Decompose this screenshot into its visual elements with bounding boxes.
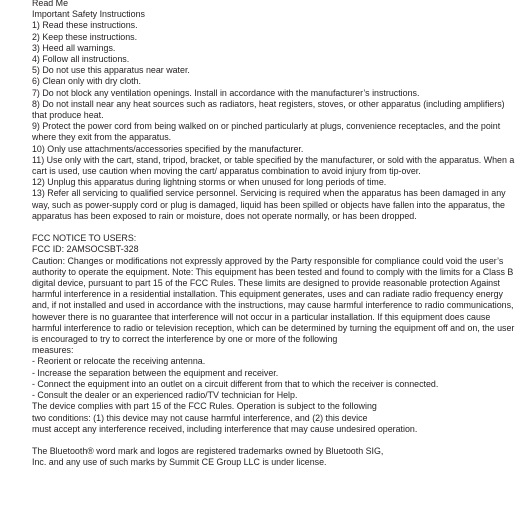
safety-item: 8) Do not install near any heat sources such as radiators, heat registers, stoves, or other apparatus (including amplifiers) that produce heat. xyxy=(32,98,505,121)
read-me-heading: Read Me xyxy=(32,0,69,8)
safety-item: 10) Only use attachments/accessories specified by the manufacturer. xyxy=(32,143,304,154)
safety-item: 12) Unplug this apparatus during lightning storms or when unused for long periods of time. xyxy=(32,177,387,188)
fcc-title: FCC NOTICE TO USERS: xyxy=(32,233,137,244)
safety-item: 11) Use only with the cart, stand, tripod, bracket, or table specified by the manufacturer, or sold with the apparatus. When a cart is used, use caution when moving the cart/ apparatus combination to avoid injury from tip-over. xyxy=(32,154,515,177)
manual-text xyxy=(32,0,520,469)
measure-item: - Reorient or relocate the receiving antenna. xyxy=(32,356,206,367)
spacer xyxy=(32,222,520,233)
safety-item: 6) Clean only with dry cloth. xyxy=(32,76,142,87)
compliance-line: The device complies with part 15 of the FCC Rules. Operation is subject to the following xyxy=(32,401,377,412)
compliance-line: must accept any interference received, including interference that may cause undesired operation. xyxy=(32,423,418,434)
fcc-caution-paragraph: Caution: Changes or modifications not expressly approved by the Party responsible for compliance could void the user’s authority to operate the equipment. Note: This equipment has been tested and found to comply with the limits for a Class B digital device, pursuant to part 15 of the FCC Rules. These limits are designed to provide reasonable protection Against harmful interference in a residential installation. This equipment generates, uses and can radiate radio frequency energy and, if not installed and used in accordance with the instructions, may cause harmful interference to radio communications, however there is no guarantee that interference will not occur in a particular installation. If this equipment does cause harmful interference to radio or television reception, which can be determined by turning the equipment off and on, the user is encouraged to try to correct the interference by one or more of the following xyxy=(32,255,515,345)
safety-item: 4) Follow all instructions. xyxy=(32,54,130,65)
fcc-id: FCC ID: 2AMSOCSBT-328 xyxy=(32,244,139,255)
measures-label: measures: xyxy=(32,345,74,356)
safety-item: 2) Keep these instructions. xyxy=(32,31,138,42)
spacer xyxy=(32,435,520,446)
safety-item: 1) Read these instructions. xyxy=(32,20,138,31)
safety-item: 13) Refer all servicing to qualified service personnel. Servicing is required when the apparatus has been damaged in any way, such as power-supply cord or plug is damaged, liquid has been spilled or objects have fallen into the apparatus, the apparatus has been exposed to rain or moisture, does not operate normally, or has been dropped. xyxy=(32,188,506,221)
bluetooth-line: Inc. and any use of such marks by Summit CE Group LLC is under license. xyxy=(32,457,327,468)
safety-title: Important Safety Instructions xyxy=(32,9,145,20)
measure-item: - Increase the separation between the equipment and receiver. xyxy=(32,367,279,378)
safety-item: 5) Do not use this apparatus near water. xyxy=(32,65,190,76)
safety-item: 7) Do not block any ventilation openings. Install in accordance with the manufacturer’s instructions. xyxy=(32,87,420,98)
safety-item: 9) Protect the power cord from being walked on or pinched particularly at plugs, convenience receptacles, and the point where they exit from the apparatus. xyxy=(32,121,501,143)
bluetooth-line: The Bluetooth® word mark and logos are registered trademarks owned by Bluetooth SIG, xyxy=(32,446,384,457)
measure-item: - Connect the equipment into an outlet on a circuit different from that to which the receiver is connected. xyxy=(32,378,439,389)
measure-item: - Consult the dealer or an experienced radio/TV technician for Help. xyxy=(32,390,298,401)
compliance-line: two conditions: (1) this device may not cause harmful interference, and (2) this device xyxy=(32,412,368,423)
safety-item: 3) Heed all warnings. xyxy=(32,42,116,53)
